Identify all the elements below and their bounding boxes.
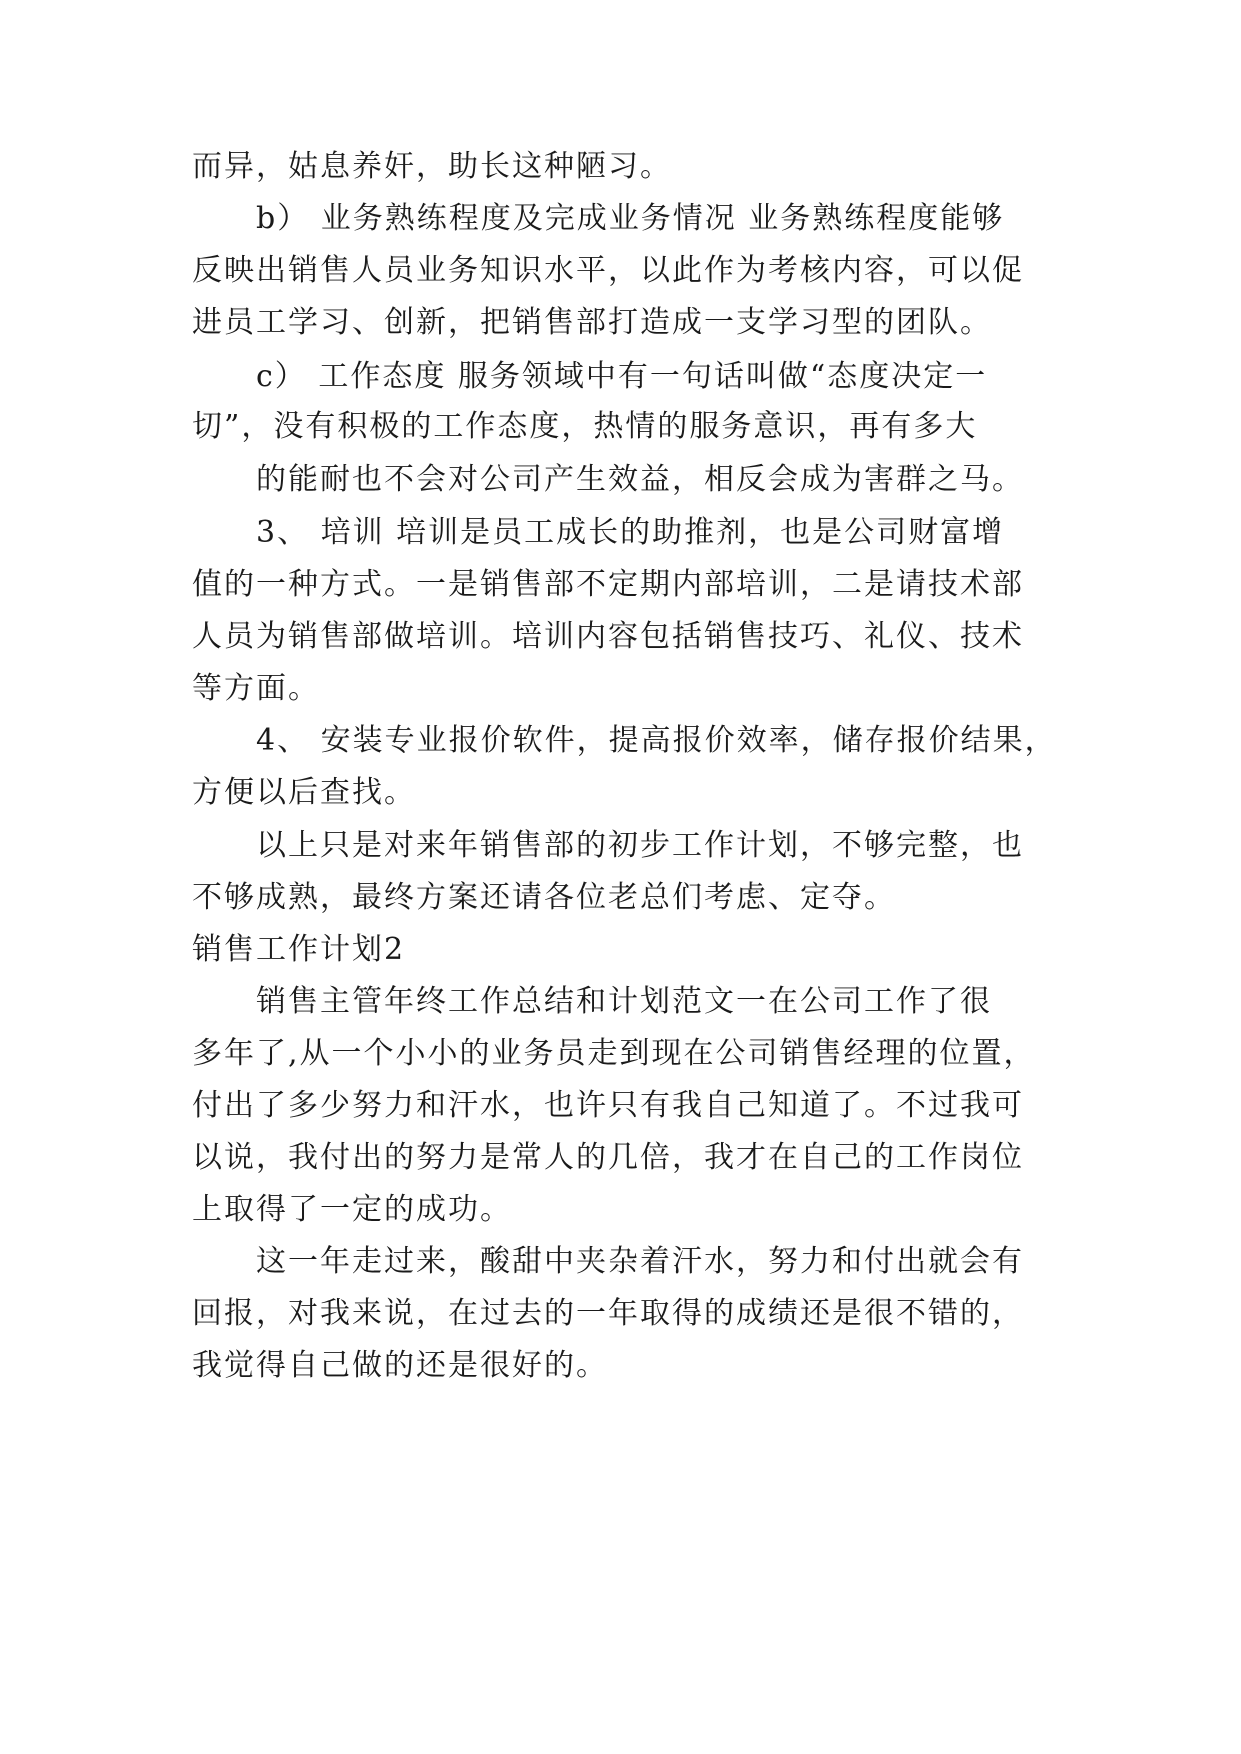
- text-line-12: 4、 安装专业报价软件，提高报价效率，储存报价结果，: [256, 723, 1057, 758]
- text-line-7: 的能耐也不会对公司产生效益，相反会成为害群之马。: [256, 462, 1024, 497]
- text-line-15: 不够成熟，最终方案还请各位老总们考虑、定夺。: [192, 880, 896, 915]
- text-line-4: 进员工学习、创新，把销售部打造成一支学习型的团队。: [192, 305, 992, 340]
- text-line-11: 等方面。: [192, 671, 320, 706]
- text-line-20: 以说，我付出的努力是常人的几倍，我才在自己的工作岗位: [192, 1140, 1024, 1175]
- text-line-5: c） 工作态度 服务领域中有一句话叫做“态度决定一: [256, 359, 988, 394]
- text-line-21: 上取得了一定的成功。: [192, 1192, 512, 1227]
- section-heading: 销售工作计划2: [192, 932, 406, 967]
- text-line-17: 销售主管年终工作总结和计划范文一在公司工作了很: [256, 984, 992, 1019]
- text-line-19: 付出了多少努力和汗水，也许只有我自己知道了。不过我可: [192, 1088, 1024, 1123]
- text-line-2: b） 业务熟练程度及完成业务情况 业务熟练程度能够: [256, 201, 1005, 236]
- text-line-10: 人员为销售部做培训。培训内容包括销售技巧、礼仪、技术: [192, 619, 1024, 654]
- text-line-1: 而异，姑息养奸，助长这种陋习。: [192, 149, 672, 184]
- text-line-14: 以上只是对来年销售部的初步工作计划，不够完整，也: [256, 828, 1024, 863]
- text-line-6: 切”，没有积极的工作态度，热情的服务意识，再有多大: [192, 409, 978, 444]
- text-line-23: 回报，对我来说，在过去的一年取得的成绩还是很不错的，: [192, 1296, 1024, 1331]
- text-line-8: 3、 培训 培训是员工成长的助推剂，也是公司财富增: [256, 515, 1005, 550]
- text-line-22: 这一年走过来，酸甜中夹杂着汗水，努力和付出就会有: [256, 1244, 1024, 1279]
- text-line-3: 反映出销售人员业务知识水平，以此作为考核内容，可以促: [192, 253, 1024, 288]
- text-line-24: 我觉得自己做的还是很好的。: [192, 1348, 608, 1383]
- text-line-9: 值的一种方式。一是销售部不定期内部培训，二是请技术部: [192, 567, 1024, 602]
- text-line-13: 方便以后查找。: [192, 775, 416, 810]
- text-line-18: 多年了,从一个小小的业务员走到现在公司销售经理的位置，: [192, 1036, 1036, 1071]
